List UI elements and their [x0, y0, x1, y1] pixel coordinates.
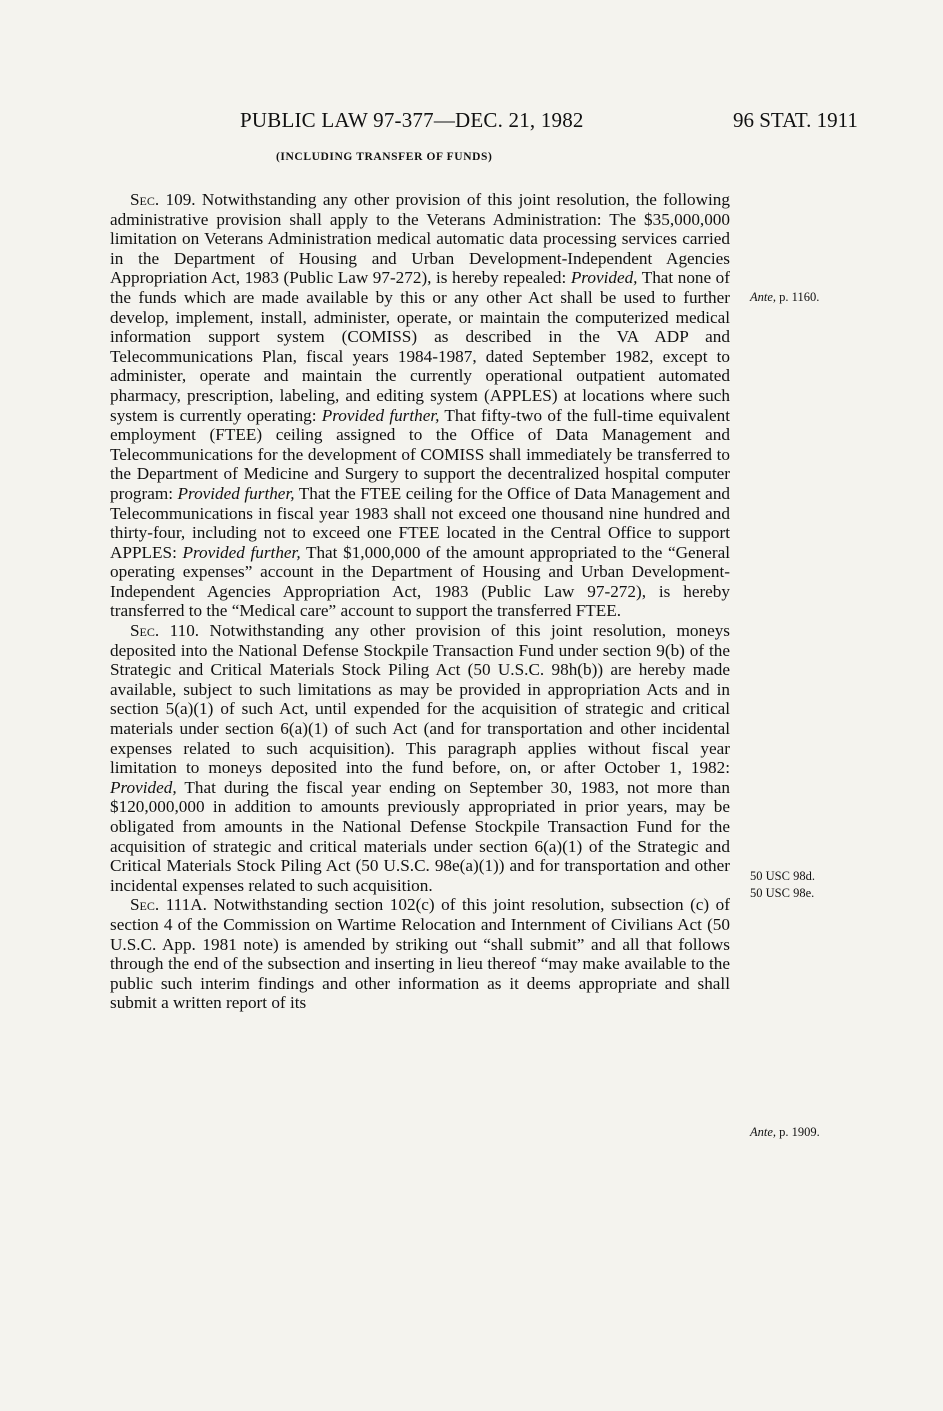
- margin-note-ante-1160: [750, 289, 819, 306]
- section-110-paragraph: [110, 621, 730, 895]
- margin-note-usc-98d: 50 USC 98d.: [750, 869, 815, 883]
- page-header-stat: 96 STAT. 1911: [733, 108, 858, 132]
- paragraph-text: 110. Notwithstanding any other provision of this joint resolution, moneys deposited into the National Defense Stockpile Transaction Fund under section 9(b) of the Strategic and Critical Materials Stock Piling Act (50 U.S.C. 98h(b)) are hereby made available, subject to such limitations as may be provided in appropriation Acts and in section 5(a)(1) of such Act, until expended for the acquisition of strategic and critical materials under section 6(a)(1) of such Act (and for transportation and other incidental expenses related to such acquisition). This paragraph applies without fiscal year limitation to moneys deposited into the fund before, on, or after October 1, 1982:: [110, 621, 730, 778]
- paragraph-text: 111A. Notwithstanding section 102(c) of this joint resolution, subsection (c) of section 4 of the Commission on Wartime Relocation and Internment of Civilians Act (50 U.S.C. App. 1981 note) is amended by striking out “shall submit” and all that follows through the end of the subsection and inserting in lieu thereof “may make available to the public such interim findings and other information as it deems appropriate and shall submit a written report of its: [110, 895, 730, 1013]
- section-109-paragraph: [110, 190, 730, 621]
- page-header-title: PUBLIC LAW 97-377—DEC. 21, 1982: [240, 108, 584, 132]
- proviso-text: Provided further,: [177, 483, 295, 503]
- section-label: Sec.: [130, 895, 160, 915]
- proviso-text: Provided,: [570, 268, 638, 288]
- margin-note-page: p. 1160.: [776, 290, 820, 304]
- proviso-text: Provided further,: [321, 405, 440, 425]
- paragraph-text: 109. Notwithstanding any other provision of this joint resolution, the following administrative provision shall apply to the Veterans Administration: The $35,000,000 limitation on Veterans Administration medical automatic data processing services carried in the Department of Housing and Urban Development-Independent Agencies Appropriation Act, 1983 (Public Law 97-272), is hereby repealed:: [110, 190, 730, 288]
- paragraph-text: That the FTEE ceiling for the Office of Data Management and Telecommunications in fiscal year 1983 shall not exceed one thousand nine hundred and thirty-four, including not to exceed one FTEE located in the Central Office to support APPLES:: [110, 483, 731, 562]
- section-label: Sec.: [130, 190, 160, 209]
- margin-note-italic: Ante,: [750, 1125, 777, 1139]
- section-subheading: (INCLUDING TRANSFER OF FUNDS): [276, 151, 493, 163]
- paragraph-text: That none of the funds which are made available by this or any other Act shall be used to further develop, implement, install, administer, operate, or maintain the computerized medical information support system (COMISS) as described in the VA ADP and Telecommunications Plan, fiscal years 1984-1987, dated September 1982, except to administer, operate and maintain the currently operational outpatient automated pharmacy, prescription, labeling, and editing system (APPLES) at locations where such system is currently operating:: [110, 268, 730, 425]
- proviso-text: Provided,: [110, 777, 177, 797]
- paragraph-text: That $1,000,000 of the amount appropriated to the “General operating expenses” account in the Department of Housing and Urban Development-Independent Agencies Appropriation Act, 1983 (Public Law 97-272), is hereby transferred to the “Medical care” account to support the transferred FTEE.: [110, 542, 730, 621]
- proviso-text: Provided further,: [182, 542, 301, 562]
- paragraph-text: That fifty-two of the full-time equivalent employment (FTEE) ceiling assigned to the Office of Data Management and Telecommunications for the development of COMISS shall immediately be transferred to the Department of Medicine and Surgery to support the decentralized hospital computer program:: [110, 405, 730, 503]
- section-111a-paragraph: [110, 895, 730, 1013]
- document-body: [110, 190, 730, 1013]
- margin-note-page: p. 1909.: [776, 1125, 820, 1139]
- margin-note-italic: Ante,: [750, 290, 777, 304]
- paragraph-text: That during the fiscal year ending on September 30, 1983, not more than $120,000,000 in addition to amounts previously appropriated in prior years, may be obligated from amounts in the National Defense Stockpile Transaction Fund for the acquisition of strategic and critical materials under section 6(a)(1) of the Strategic and Critical Materials Stock Piling Act (50 U.S.C. 98e(a)(1)) and for transportation and other incidental expenses related to such acquisition.: [110, 777, 730, 895]
- margin-note-usc-98e: 50 USC 98e.: [750, 886, 815, 900]
- section-label: Sec.: [130, 621, 160, 641]
- margin-note-ante-1909: [750, 1124, 820, 1141]
